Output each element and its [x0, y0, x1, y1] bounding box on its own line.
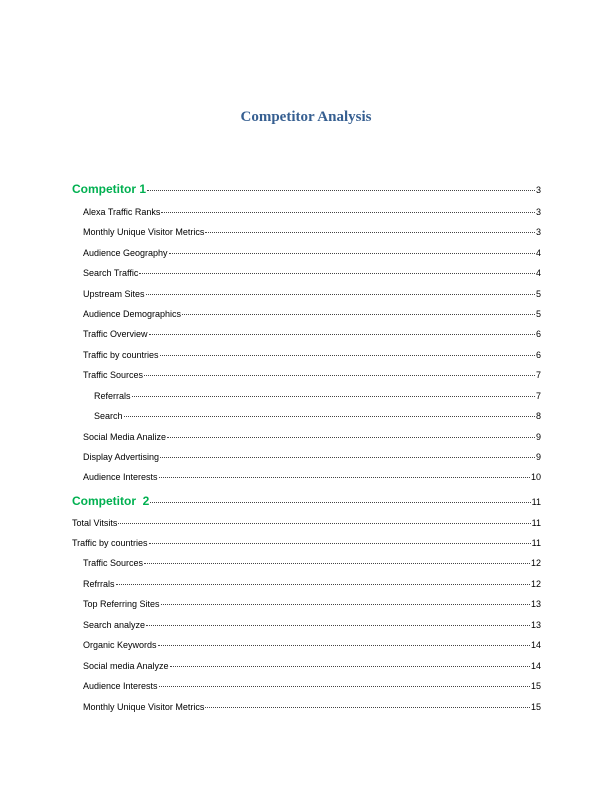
toc-entry-page: 4 — [535, 248, 541, 258]
toc-entry[interactable] — [83, 268, 541, 278]
toc-entry[interactable] — [83, 681, 541, 691]
toc-entry-label: Top Referring Sites — [83, 599, 160, 609]
toc-entry-label: Organic Keywords — [83, 640, 157, 650]
toc-leader-dots — [147, 189, 535, 191]
toc-entry-page: 3 — [535, 185, 541, 195]
toc-entry-page: 12 — [530, 579, 541, 589]
toc-entry-competitor-2[interactable] — [72, 494, 541, 508]
toc-entry-page: 3 — [535, 207, 541, 217]
toc-entry[interactable] — [83, 329, 541, 339]
toc-leader-dots — [132, 395, 535, 397]
toc-entry[interactable] — [83, 248, 541, 258]
toc-entry-competitor-1[interactable] — [72, 182, 541, 196]
toc-entry[interactable] — [83, 370, 541, 380]
toc-entry-label: Competitor 1 — [72, 182, 147, 196]
toc-entry-page: 7 — [535, 370, 541, 380]
toc-entry-label: Traffic Sources — [83, 370, 144, 380]
toc-entry-page: 11 — [531, 497, 541, 507]
toc-entry-label: Monthly Unique Visitor Metrics — [83, 702, 205, 712]
toc-leader-dots — [205, 231, 535, 233]
toc-entry-label: Total Vitsits — [72, 518, 118, 528]
toc-entry[interactable] — [83, 558, 541, 568]
toc-leader-dots — [118, 522, 530, 524]
toc-entry-label: Audience Demographics — [83, 309, 182, 319]
toc-entry[interactable] — [72, 538, 541, 548]
toc-entry[interactable] — [83, 289, 541, 299]
toc-entry[interactable] — [83, 432, 541, 442]
toc-leader-dots — [149, 542, 531, 544]
toc-entry-label: Upstream Sites — [83, 289, 145, 299]
toc-entry-page: 7 — [535, 391, 541, 401]
toc-entry-label: Refrrals — [83, 579, 115, 589]
toc-leader-dots — [146, 293, 535, 295]
toc-entry-page: 13 — [530, 620, 541, 630]
toc-leader-dots — [150, 501, 530, 503]
toc-leader-dots — [161, 211, 535, 213]
toc-entry-label: Audience Geography — [83, 248, 168, 258]
toc-entry-label: Search Traffic — [83, 268, 139, 278]
toc-entry-page: 9 — [535, 432, 541, 442]
toc-leader-dots — [182, 313, 535, 315]
toc-entry[interactable] — [83, 661, 541, 671]
toc-leader-dots — [160, 456, 535, 458]
toc-leader-dots — [161, 603, 530, 605]
toc-entry-label: Traffic by countries — [72, 538, 148, 548]
toc-entry-page: 12 — [530, 558, 541, 568]
toc-entry-page: 11 — [531, 518, 541, 528]
toc-entry-page: 11 — [531, 538, 541, 548]
toc-entry[interactable] — [83, 620, 541, 630]
toc-leader-dots — [167, 436, 535, 438]
toc-leader-dots — [158, 644, 530, 646]
toc-entry-label: Referrals — [94, 391, 131, 401]
toc-leader-dots — [124, 415, 535, 417]
toc-entry-page: 14 — [530, 640, 541, 650]
toc-entry[interactable] — [83, 472, 541, 482]
toc-entry-page: 3 — [535, 227, 541, 237]
toc-leader-dots — [169, 252, 535, 254]
toc-entry[interactable] — [83, 350, 541, 360]
toc-leader-dots — [116, 583, 530, 585]
toc-entry-label: Search — [94, 411, 123, 421]
toc-entry[interactable] — [83, 207, 541, 217]
toc-entry-label: Display Advertising — [83, 452, 160, 462]
toc-entry[interactable] — [83, 227, 541, 237]
toc-entry[interactable] — [83, 579, 541, 589]
toc-entry[interactable] — [83, 702, 541, 712]
toc-entry-label: Social Media Analize — [83, 432, 167, 442]
toc-entry-label: Audience Interests — [83, 472, 158, 482]
toc-leader-dots — [159, 685, 530, 687]
toc-entry-page: 10 — [530, 472, 541, 482]
toc-entry[interactable] — [94, 411, 541, 421]
toc-entry-page: 15 — [530, 702, 541, 712]
toc-entry-page: 8 — [535, 411, 541, 421]
toc-entry[interactable] — [83, 599, 541, 609]
toc-entry-label: Monthly Unique Visitor Metrics — [83, 227, 205, 237]
toc-entry-page: 5 — [535, 309, 541, 319]
toc-entry-label: Traffic Sources — [83, 558, 144, 568]
toc-leader-dots — [205, 706, 530, 708]
toc-entry-label: Competitor 2 — [72, 494, 150, 508]
toc-entry-page: 9 — [535, 452, 541, 462]
toc-leader-dots — [160, 354, 535, 356]
toc-entry-label: Social media Analyze — [83, 661, 169, 671]
toc-entry[interactable] — [83, 309, 541, 319]
toc-entry-page: 4 — [535, 268, 541, 278]
toc-entry-page: 5 — [535, 289, 541, 299]
toc-leader-dots — [146, 624, 530, 626]
toc-entry-page: 15 — [530, 681, 541, 691]
toc-entry-label: Search analyze — [83, 620, 146, 630]
toc-leader-dots — [159, 476, 530, 478]
toc-entry-page: 13 — [530, 599, 541, 609]
page-title: Competitor Analysis — [240, 109, 372, 125]
toc-leader-dots — [139, 272, 535, 274]
toc-entry[interactable] — [94, 391, 541, 401]
toc-entry-page: 6 — [535, 329, 541, 339]
toc-entry-page: 6 — [535, 350, 541, 360]
toc-leader-dots — [170, 665, 530, 667]
toc-leader-dots — [144, 374, 535, 376]
toc-leader-dots — [149, 333, 535, 335]
toc-entry-page: 14 — [530, 661, 541, 671]
toc-entry-label: Alexa Traffic Ranks — [83, 207, 161, 217]
toc-entry-label: Traffic Overview — [83, 329, 148, 339]
toc-entry[interactable] — [72, 518, 541, 528]
toc-entry-label: Audience Interests — [83, 681, 158, 691]
toc-entry-label: Traffic by countries — [83, 350, 159, 360]
toc-leader-dots — [144, 562, 530, 564]
toc-entry[interactable] — [83, 640, 541, 650]
toc-entry[interactable] — [83, 452, 541, 462]
